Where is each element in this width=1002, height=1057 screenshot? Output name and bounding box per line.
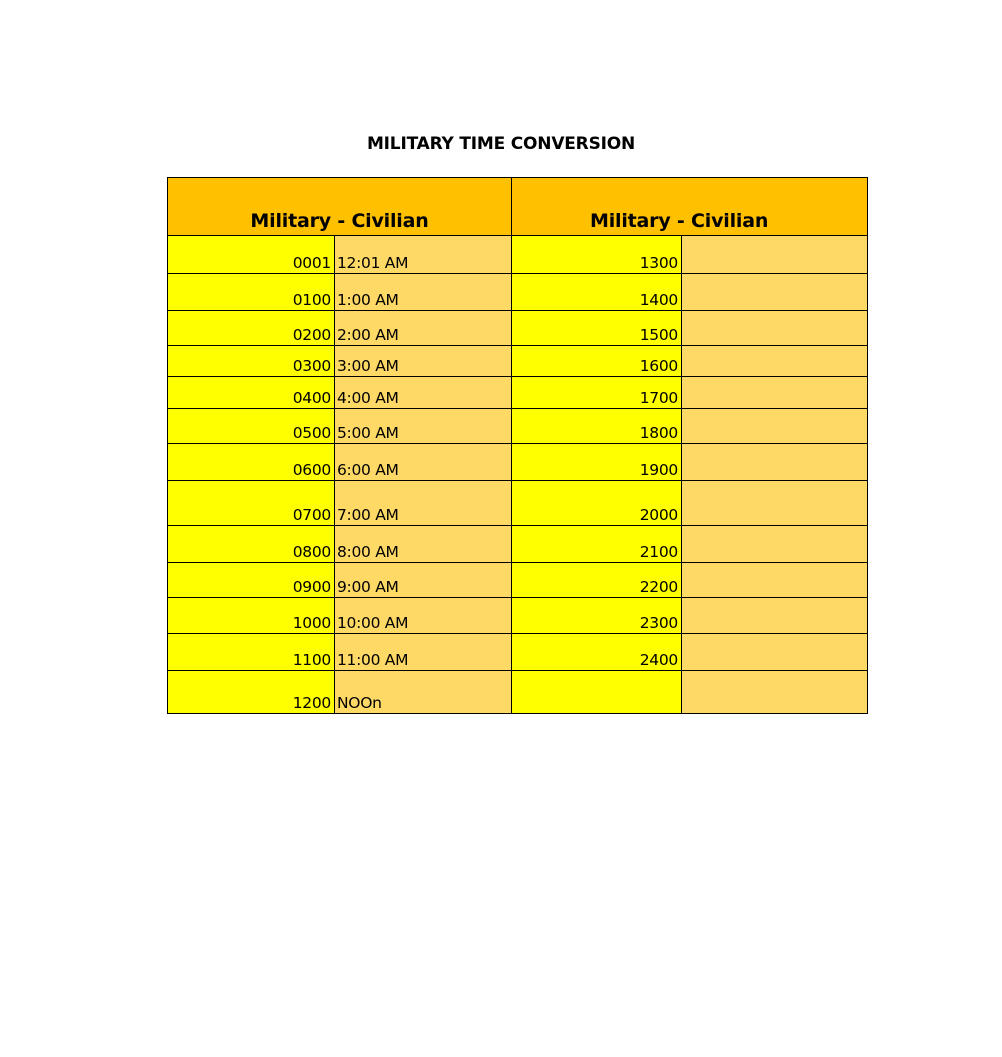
- civilian-cell: 7:00 AM: [335, 481, 512, 526]
- military-cell: 1200: [168, 671, 335, 714]
- military-cell-pm: 1900: [512, 444, 682, 481]
- civilian-cell: 1:00 AM: [335, 274, 512, 311]
- military-cell-pm: 2000: [512, 481, 682, 526]
- military-cell: 1100: [168, 634, 335, 671]
- military-cell-pm: 1500: [512, 311, 682, 346]
- civilian-cell: 3:00 AM: [335, 346, 512, 377]
- military-cell: 0400: [168, 377, 335, 409]
- civilian-cell: 5:00 AM: [335, 409, 512, 444]
- civilian-cell: 8:00 AM: [335, 526, 512, 563]
- civilian-cell-pm: [682, 311, 868, 346]
- table-row: [168, 311, 868, 346]
- military-cell: 0500: [168, 409, 335, 444]
- table-row: [168, 481, 868, 526]
- military-cell: 0100: [168, 274, 335, 311]
- table-row: [168, 236, 868, 274]
- table-row: [168, 526, 868, 563]
- header-row: [168, 178, 868, 236]
- conversion-table: [167, 177, 868, 714]
- civilian-cell-pm: [682, 481, 868, 526]
- military-cell-pm: 1800: [512, 409, 682, 444]
- military-cell: 0600: [168, 444, 335, 481]
- military-cell-pm: 1400: [512, 274, 682, 311]
- military-cell-pm: 2100: [512, 526, 682, 563]
- civilian-cell-pm: [682, 236, 868, 274]
- military-cell-pm: 2400: [512, 634, 682, 671]
- military-cell-pm: 1700: [512, 377, 682, 409]
- civilian-cell-pm: [682, 526, 868, 563]
- table-row: [168, 274, 868, 311]
- table-row: [168, 444, 868, 481]
- table-row: [168, 598, 868, 634]
- military-cell: 0001: [168, 236, 335, 274]
- military-cell-pm: 1300: [512, 236, 682, 274]
- conversion-table-container: [167, 177, 769, 715]
- military-cell: 0900: [168, 563, 335, 598]
- header-military-civilian: Military - Civilian: [168, 178, 512, 236]
- military-cell-pm: 2300: [512, 598, 682, 634]
- table-row: [168, 409, 868, 444]
- civilian-cell-pm: [682, 274, 868, 311]
- header-military-civilian-2: Military - Civilian: [512, 178, 868, 236]
- military-cell: 0200: [168, 311, 335, 346]
- table-row: [168, 377, 868, 409]
- military-cell-pm: [512, 671, 682, 714]
- military-cell-pm: 1600: [512, 346, 682, 377]
- civilian-cell-pm: [682, 634, 868, 671]
- civilian-cell: 11:00 AM: [335, 634, 512, 671]
- civilian-cell: 9:00 AM: [335, 563, 512, 598]
- civilian-cell-pm: [682, 563, 868, 598]
- civilian-cell-pm: [682, 598, 868, 634]
- civilian-cell: 12:01 AM: [335, 236, 512, 274]
- military-cell: 0300: [168, 346, 335, 377]
- civilian-cell: 10:00 AM: [335, 598, 512, 634]
- table-row: [168, 634, 868, 671]
- table-row: [168, 563, 868, 598]
- civilian-cell-pm: [682, 409, 868, 444]
- civilian-cell: 2:00 AM: [335, 311, 512, 346]
- civilian-cell-pm: [682, 671, 868, 714]
- civilian-cell: NOOn: [335, 671, 512, 714]
- civilian-cell-pm: [682, 377, 868, 409]
- civilian-cell: 6:00 AM: [335, 444, 512, 481]
- page-title: MILITARY TIME CONVERSION: [366, 134, 636, 154]
- civilian-cell-pm: [682, 444, 868, 481]
- military-cell: 0800: [168, 526, 335, 563]
- civilian-cell-pm: [682, 346, 868, 377]
- civilian-cell: 4:00 AM: [335, 377, 512, 409]
- table-row: [168, 346, 868, 377]
- table-row: [168, 671, 868, 714]
- military-cell: 0700: [168, 481, 335, 526]
- military-cell-pm: 2200: [512, 563, 682, 598]
- military-cell: 1000: [168, 598, 335, 634]
